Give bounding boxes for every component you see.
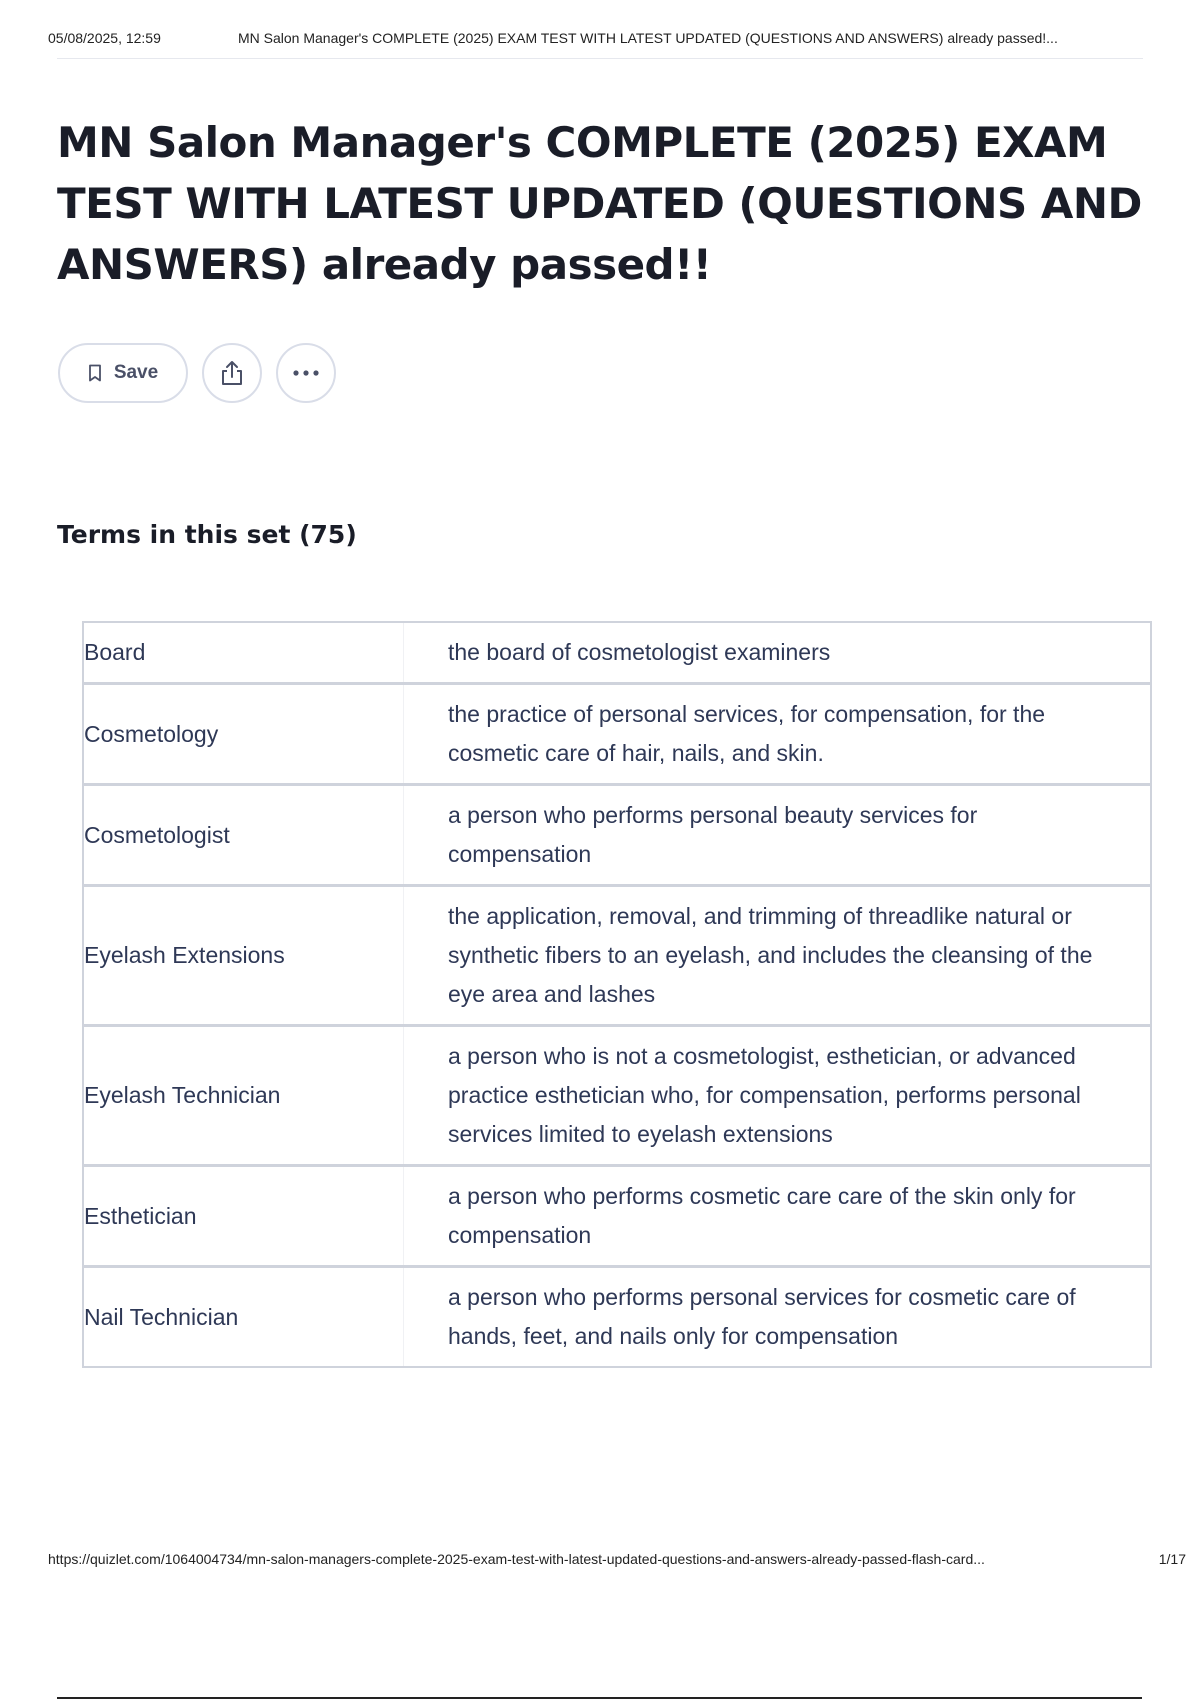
print-doc-title: MN Salon Manager's COMPLETE (2025) EXAM TEST WITH LATEST UPDATED (QUESTIONS AND ANSWERS) already passed!... xyxy=(238,30,1058,46)
print-footer xyxy=(48,1551,1190,1567)
header-divider xyxy=(57,58,1143,59)
definition-cell: the application, removal, and trimming of threadlike natural or synthetic fibers to an eyelash, and includes the cleansing of the eye area and lashes xyxy=(448,903,1093,1007)
more-options-button[interactable] xyxy=(276,343,336,403)
save-button[interactable] xyxy=(58,343,188,403)
bookmark-icon xyxy=(88,364,102,382)
definition-cell: a person who is not a cosmetologist, esthetician, or advanced practice esthetician who, for compensation, performs personal services limited to eyelash extensions xyxy=(448,1043,1081,1147)
definition-cell: the practice of personal services, for compensation, for the cosmetic care of hair, nails, and skin. xyxy=(448,701,1046,766)
term-cell: Eyelash Technician xyxy=(84,1027,404,1164)
term-cell: Cosmetologist xyxy=(84,786,404,884)
table-row xyxy=(84,623,1150,685)
table-row xyxy=(84,1167,1150,1268)
action-bar xyxy=(58,343,336,403)
print-datetime: 05/08/2025, 12:59 xyxy=(48,30,161,46)
table-row xyxy=(84,887,1150,1027)
share-icon xyxy=(219,359,245,387)
term-cell: Nail Technician xyxy=(84,1268,404,1366)
print-header xyxy=(48,30,1190,46)
term-cell: Cosmetology xyxy=(84,685,404,783)
table-row xyxy=(84,1268,1150,1366)
term-cell: Board xyxy=(84,623,404,682)
table-row xyxy=(84,685,1150,786)
definition-cell: a person who performs cosmetic care care of the skin only for compensation xyxy=(448,1183,1076,1248)
definition-cell: a person who performs personal beauty services for compensation xyxy=(448,802,978,867)
definition-cell: a person who performs personal services for cosmetic care of hands, feet, and nails only for compensation xyxy=(448,1284,1076,1349)
terms-heading: Terms in this set (75) xyxy=(57,520,357,549)
share-button[interactable] xyxy=(202,343,262,403)
term-cell: Esthetician xyxy=(84,1167,404,1265)
table-row xyxy=(84,786,1150,887)
definition-cell: the board of cosmetologist examiners xyxy=(448,639,831,665)
page-url[interactable]: https://quizlet.com/1064004734/mn-salon-managers-complete-2025-exam-test-with-latest-updated-questions-and-answers-already-passed-flash-card... xyxy=(48,1551,985,1567)
table-row xyxy=(84,1027,1150,1167)
page-title: MN Salon Manager's COMPLETE (2025) EXAM TEST WITH LATEST UPDATED (QUESTIONS AND ANSWERS) already passed!! xyxy=(57,118,1142,289)
more-icon xyxy=(292,369,320,377)
save-button-label: Save xyxy=(113,362,159,383)
page-number: 1/17 xyxy=(1158,1551,1186,1567)
bottom-divider xyxy=(57,1697,1142,1699)
term-cell: Eyelash Extensions xyxy=(84,887,404,1024)
terms-table xyxy=(82,621,1152,1368)
